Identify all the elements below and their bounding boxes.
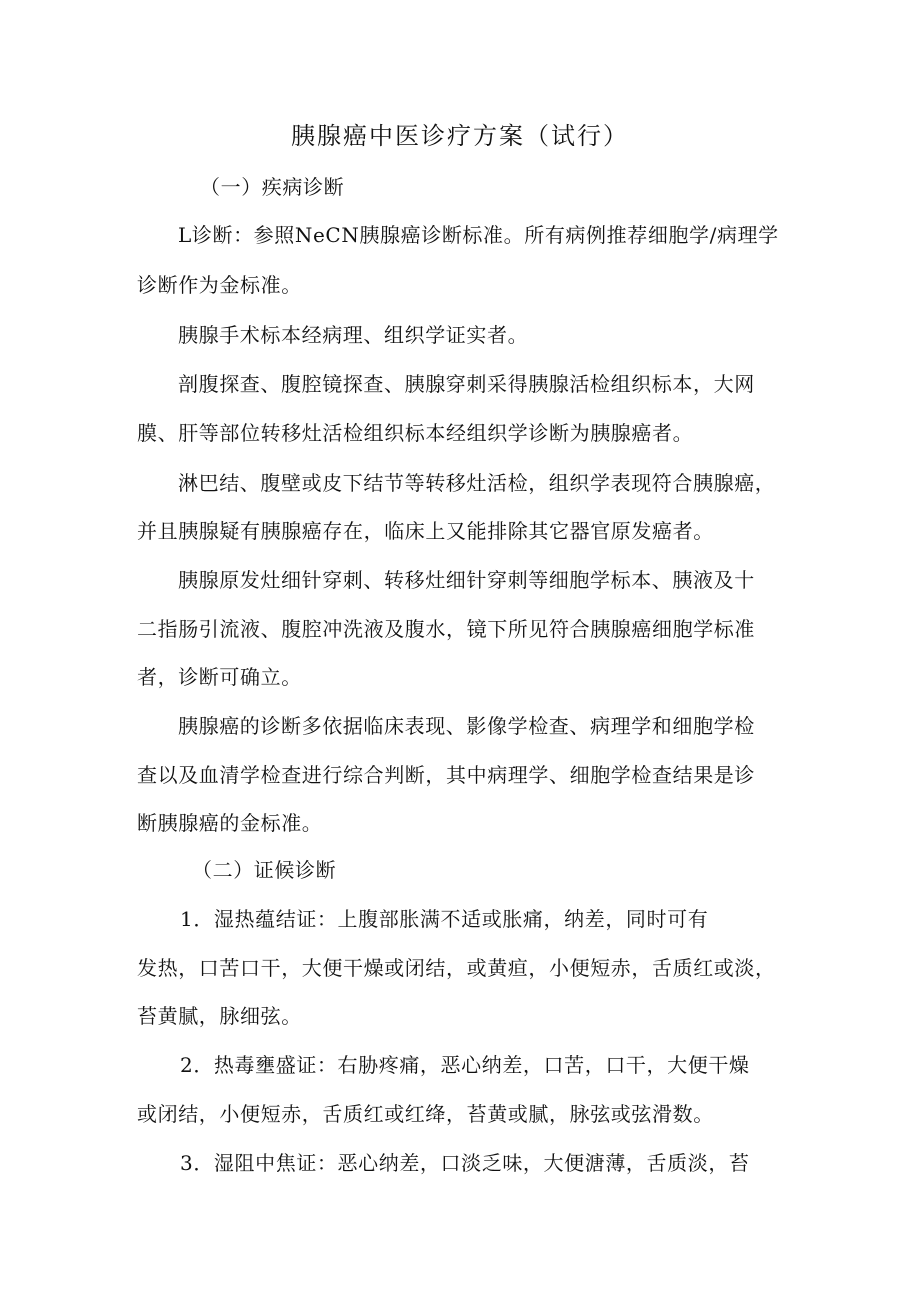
section-heading-syndrome-diagnosis: （二）证候诊断 — [192, 858, 337, 882]
paragraph-line: 并且胰腺疑有胰腺癌存在，临床上又能排除其它器官原发癌者。 — [137, 519, 714, 543]
paragraph-line: 胰腺原发灶细针穿刺、转移灶细针穿刺等细胞学标本、胰液及十 — [178, 568, 755, 592]
paragraph-line: 二指肠引流液、腹腔冲洗液及腹水，镜下所见符合胰腺癌细胞学标准 — [137, 617, 755, 641]
paragraph-line: 2．热毒壅盛证：右胁疼痛，恶心纳差，口苦，口干，大便干燥 — [180, 1053, 750, 1077]
paragraph-line: 胰腺手术标本经病理、组织学证实者。 — [178, 323, 529, 347]
paragraph-line: 或闭结，小便短赤，舌质红或红绛，苔黄或腻，脉弦或弦滑数。 — [137, 1102, 714, 1126]
paragraph-line: 3．湿阻中焦证：恶心纳差，口淡乏味，大便溏薄，舌质淡，苔 — [180, 1151, 750, 1175]
paragraph-line: 淋巴结、腹壁或皮下结节等转移灶活检，组织学表现符合胰腺癌， — [178, 471, 776, 495]
paragraph-line: 苔黄腻，脉细弦。 — [137, 1004, 302, 1028]
paragraph-line: 者，诊断可确立。 — [137, 665, 302, 689]
section-heading-disease-diagnosis: （一）疾病诊断 — [200, 175, 345, 199]
paragraph-line: 1．湿热蕴结证：上腹部胀满不适或胀痛，纳差，同时可有 — [180, 907, 709, 931]
document-title: 胰腺癌中医诊疗方案（试行） — [291, 122, 629, 150]
paragraph-line: 诊断作为金标准。 — [137, 273, 302, 297]
paragraph-line: 查以及血清学检查进行综合判断，其中病理学、细胞学检查结果是诊 — [137, 763, 755, 787]
paragraph-line: 膜、肝等部位转移灶活检组织标本经组织学诊断为胰腺癌者。 — [137, 421, 694, 445]
paragraph-line: L诊断：参照NeCN胰腺癌诊断标准。所有病例推荐细胞学/病理学 — [178, 223, 779, 247]
paragraph-line: 断胰腺癌的金标准。 — [137, 811, 323, 835]
paragraph-line: 剖腹探查、腹腔镜探查、胰腺穿刺采得胰腺活检组织标本，大网 — [178, 372, 755, 396]
paragraph-line: 胰腺癌的诊断多依据临床表现、影像学检查、病理学和细胞学检 — [178, 714, 755, 738]
paragraph-line: 发热，口苦口干，大便干燥或闭结，或黄疸，小便短赤，舌质红或淡， — [137, 956, 776, 980]
